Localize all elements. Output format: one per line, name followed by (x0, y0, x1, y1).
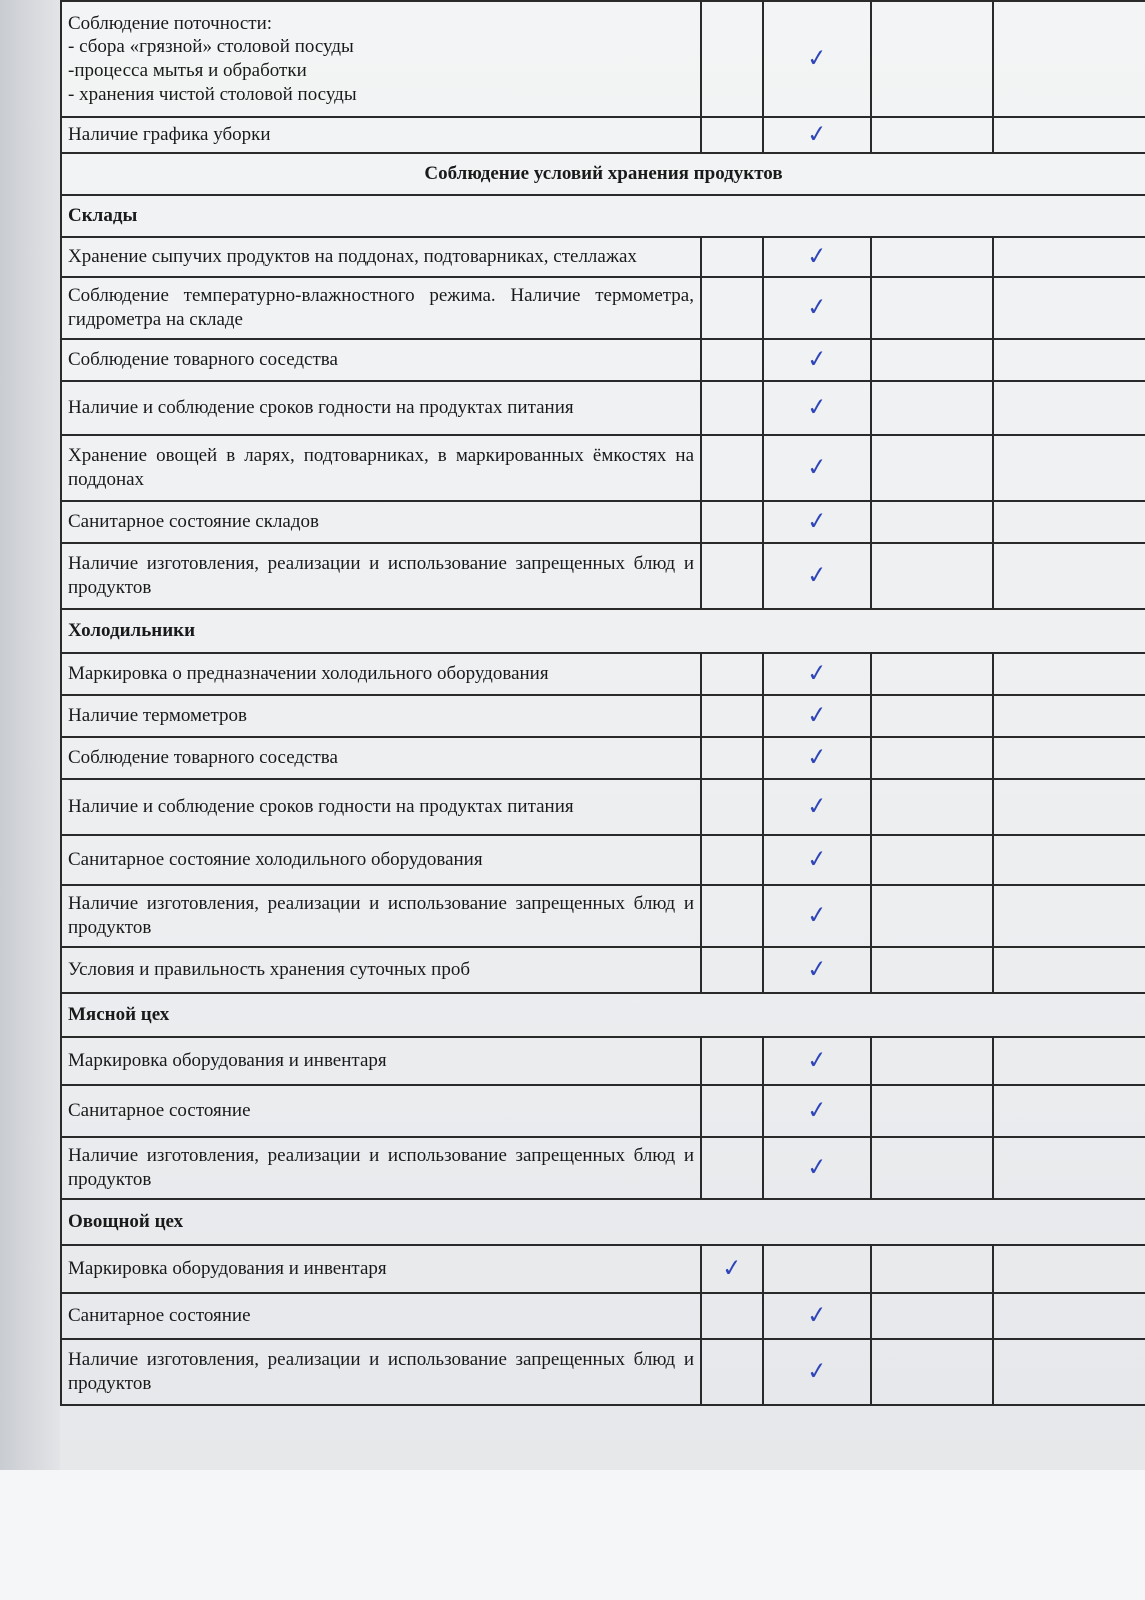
mark-cell-1 (701, 1293, 763, 1339)
section-title: Соблюдение условий хранения продуктов (61, 153, 1145, 195)
table-row (61, 501, 1145, 543)
table-row (61, 885, 1145, 947)
group-title: Овощной цех (61, 1199, 1145, 1245)
mark-cell-3 (871, 277, 993, 339)
criterion-label: Санитарное состояние (61, 1293, 701, 1339)
criterion-label: Наличие изготовления, реализации и использование запрещенных блюд и продуктов (61, 1137, 701, 1199)
mark-cell-3 (871, 695, 993, 737)
mark-cell-3 (871, 117, 993, 153)
checkmark-icon: ✓ (805, 119, 829, 149)
mark-cell-1 (701, 1037, 763, 1085)
group-header-row (61, 195, 1145, 237)
checkmark-icon: ✓ (805, 560, 829, 590)
mark-cell-4 (993, 1339, 1145, 1405)
criterion-label: Санитарное состояние (61, 1085, 701, 1137)
mark-cell-1 (701, 947, 763, 993)
table-row (61, 237, 1145, 277)
group-title: Холодильники (61, 609, 1145, 653)
criterion-label: Условия и правильность хранения суточных проб (61, 947, 701, 993)
checkmark-icon: ✓ (805, 742, 829, 772)
table-row (61, 653, 1145, 695)
mark-cell-3 (871, 381, 993, 435)
mark-cell-2 (763, 237, 871, 277)
table-row (61, 277, 1145, 339)
mark-cell-4 (993, 435, 1145, 501)
checkmark-icon: ✓ (805, 700, 829, 730)
section-header-row (61, 153, 1145, 195)
mark-cell-4 (993, 117, 1145, 153)
mark-cell-3 (871, 1037, 993, 1085)
mark-cell-3 (871, 237, 993, 277)
criterion-label: Наличие и соблюдение сроков годности на продуктах питания (61, 381, 701, 435)
mark-cell-2 (763, 1037, 871, 1085)
checkmark-icon: ✓ (805, 1356, 829, 1386)
mark-cell-4 (993, 779, 1145, 835)
criterion-label: Наличие изготовления, реализации и использование запрещенных блюд и продуктов (61, 1339, 701, 1405)
mark-cell-2 (763, 117, 871, 153)
mark-cell-4 (993, 885, 1145, 947)
table-row (61, 339, 1145, 381)
mark-cell-3 (871, 1293, 993, 1339)
mark-cell-1 (701, 737, 763, 779)
mark-cell-4 (993, 381, 1145, 435)
group-title: Мясной цех (61, 993, 1145, 1037)
criterion-label: Наличие графика уборки (61, 117, 701, 153)
checkmark-icon: ✓ (720, 1253, 744, 1283)
mark-cell-1 (701, 835, 763, 885)
mark-cell-2 (763, 835, 871, 885)
criterion-label: Соблюдение поточности: - сбора «грязной» столовой посуды -процесса мытья и обработки - хранения чистой столовой посуды (61, 1, 701, 117)
mark-cell-4 (993, 1085, 1145, 1137)
checkmark-icon: ✓ (805, 292, 829, 322)
mark-cell-2 (763, 779, 871, 835)
mark-cell-3 (871, 653, 993, 695)
mark-cell-3 (871, 779, 993, 835)
mark-cell-1 (701, 1085, 763, 1137)
table-row (61, 1245, 1145, 1293)
mark-cell-1 (701, 885, 763, 947)
mark-cell-4 (993, 1293, 1145, 1339)
checkmark-icon: ✓ (805, 954, 829, 984)
mark-cell-1 (701, 277, 763, 339)
mark-cell-1 (701, 501, 763, 543)
checkmark-icon: ✓ (805, 344, 829, 374)
table-row (61, 779, 1145, 835)
group-header-row (61, 609, 1145, 653)
mark-cell-2 (763, 1137, 871, 1199)
mark-cell-3 (871, 1, 993, 117)
checkmark-icon: ✓ (805, 844, 829, 874)
inspection-checklist-table (60, 0, 1145, 1406)
checkmark-icon: ✓ (805, 392, 829, 422)
mark-cell-4 (993, 543, 1145, 609)
group-header-row (61, 1199, 1145, 1245)
mark-cell-2 (763, 947, 871, 993)
mark-cell-2 (763, 1293, 871, 1339)
mark-cell-3 (871, 339, 993, 381)
mark-cell-2 (763, 1339, 871, 1405)
criterion-label: Наличие изготовления, реализации и использование запрещенных блюд и продуктов (61, 543, 701, 609)
mark-cell-4 (993, 339, 1145, 381)
mark-cell-1 (701, 1245, 763, 1293)
mark-cell-1 (701, 653, 763, 695)
table-row (61, 1339, 1145, 1405)
blank-page-bottom (0, 1470, 1145, 1600)
table-row (61, 543, 1145, 609)
mark-cell-4 (993, 947, 1145, 993)
mark-cell-4 (993, 501, 1145, 543)
mark-cell-4 (993, 237, 1145, 277)
table-row (61, 1085, 1145, 1137)
checkmark-icon: ✓ (805, 241, 829, 271)
criterion-label: Наличие изготовления, реализации и использование запрещенных блюд и продуктов (61, 885, 701, 947)
checkmark-icon: ✓ (805, 1095, 829, 1125)
mark-cell-1 (701, 381, 763, 435)
mark-cell-3 (871, 947, 993, 993)
checklist-body (61, 1, 1145, 1405)
table-row (61, 1, 1145, 117)
criterion-label: Наличие и соблюдение сроков годности на продуктах питания (61, 779, 701, 835)
table-row (61, 1293, 1145, 1339)
mark-cell-3 (871, 435, 993, 501)
mark-cell-1 (701, 1, 763, 117)
mark-cell-3 (871, 1339, 993, 1405)
mark-cell-4 (993, 1037, 1145, 1085)
criterion-label: Маркировка оборудования и инвентаря (61, 1245, 701, 1293)
criterion-label: Соблюдение товарного соседства (61, 339, 701, 381)
table-row (61, 835, 1145, 885)
mark-cell-2 (763, 501, 871, 543)
mark-cell-4 (993, 1, 1145, 117)
checkmark-icon: ✓ (805, 1045, 829, 1075)
checkmark-icon: ✓ (805, 1152, 829, 1182)
table-row (61, 947, 1145, 993)
group-header-row (61, 993, 1145, 1037)
checkmark-icon: ✓ (805, 900, 829, 930)
mark-cell-3 (871, 737, 993, 779)
mark-cell-1 (701, 1339, 763, 1405)
mark-cell-2 (763, 885, 871, 947)
table-row (61, 435, 1145, 501)
mark-cell-2 (763, 1245, 871, 1293)
table-row (61, 1137, 1145, 1199)
mark-cell-3 (871, 543, 993, 609)
mark-cell-2 (763, 737, 871, 779)
criterion-label: Хранение сыпучих продуктов на поддонах, подтоварниках, стеллажах (61, 237, 701, 277)
mark-cell-4 (993, 653, 1145, 695)
mark-cell-4 (993, 737, 1145, 779)
mark-cell-1 (701, 543, 763, 609)
mark-cell-3 (871, 1085, 993, 1137)
mark-cell-3 (871, 1245, 993, 1293)
mark-cell-1 (701, 117, 763, 153)
mark-cell-2 (763, 653, 871, 695)
mark-cell-1 (701, 435, 763, 501)
mark-cell-3 (871, 1137, 993, 1199)
page-margin (0, 0, 60, 1600)
mark-cell-4 (993, 277, 1145, 339)
criterion-label: Маркировка о предназначении холодильного оборудования (61, 653, 701, 695)
criterion-label: Хранение овощей в ларях, подтоварниках, в маркированных ёмкостях на поддонах (61, 435, 701, 501)
mark-cell-1 (701, 779, 763, 835)
checkmark-icon: ✓ (805, 658, 829, 688)
table-row (61, 381, 1145, 435)
mark-cell-2 (763, 1, 871, 117)
mark-cell-2 (763, 695, 871, 737)
mark-cell-4 (993, 695, 1145, 737)
table-row (61, 117, 1145, 153)
mark-cell-2 (763, 435, 871, 501)
checkmark-icon: ✓ (805, 452, 829, 482)
criterion-label: Санитарное состояние складов (61, 501, 701, 543)
mark-cell-1 (701, 339, 763, 381)
mark-cell-2 (763, 381, 871, 435)
table-row (61, 1037, 1145, 1085)
checkmark-icon: ✓ (805, 506, 829, 536)
mark-cell-1 (701, 1137, 763, 1199)
checkmark-icon: ✓ (805, 1300, 829, 1330)
mark-cell-3 (871, 885, 993, 947)
checkmark-icon: ✓ (805, 43, 829, 73)
mark-cell-3 (871, 835, 993, 885)
group-title: Склады (61, 195, 1145, 237)
mark-cell-2 (763, 543, 871, 609)
criterion-label: Наличие термометров (61, 695, 701, 737)
mark-cell-3 (871, 501, 993, 543)
mark-cell-2 (763, 277, 871, 339)
mark-cell-4 (993, 835, 1145, 885)
criterion-label: Санитарное состояние холодильного оборудования (61, 835, 701, 885)
checkmark-icon: ✓ (805, 791, 829, 821)
mark-cell-4 (993, 1245, 1145, 1293)
criterion-label: Соблюдение температурно-влажностного режима. Наличие термометра, гидрометра на складе (61, 277, 701, 339)
table-row (61, 737, 1145, 779)
mark-cell-4 (993, 1137, 1145, 1199)
criterion-label: Соблюдение товарного соседства (61, 737, 701, 779)
mark-cell-2 (763, 1085, 871, 1137)
mark-cell-1 (701, 695, 763, 737)
mark-cell-2 (763, 339, 871, 381)
criterion-label: Маркировка оборудования и инвентаря (61, 1037, 701, 1085)
mark-cell-1 (701, 237, 763, 277)
table-row (61, 695, 1145, 737)
